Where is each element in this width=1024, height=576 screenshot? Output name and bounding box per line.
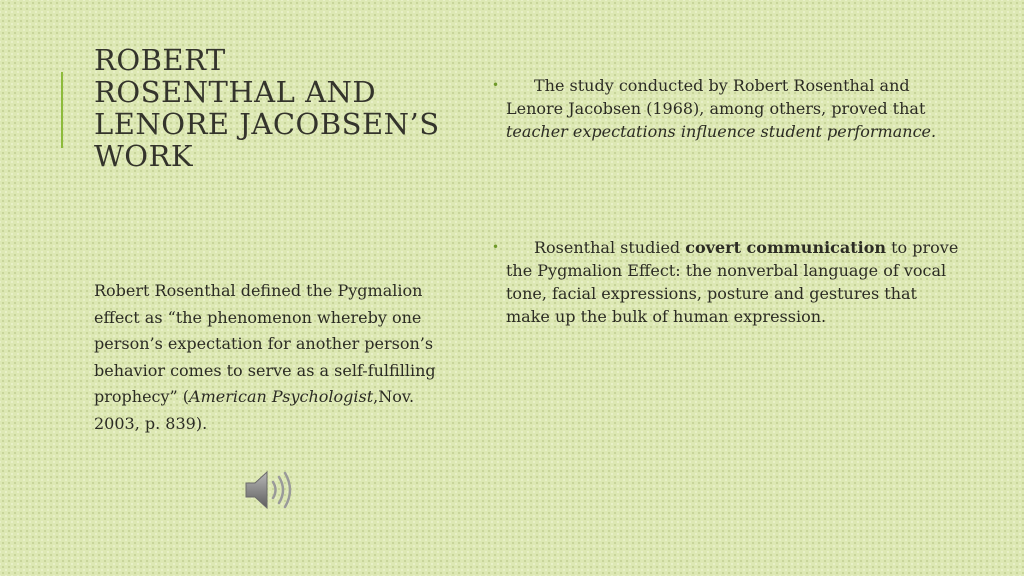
definition-paragraph — [94, 278, 446, 437]
speaker-icon-graphic — [242, 468, 296, 512]
bullet-study-emphasis: teacher expectations influence student performance. — [506, 122, 937, 141]
slide-title — [94, 44, 474, 172]
title-line-2: ROSENTHAL AND — [94, 75, 377, 109]
definition-text-2: ,Nov. 2003, p. 839). — [94, 387, 415, 433]
definition-text-1: Robert Rosenthal defined the Pygmalion effect as “the phenomenon whereby one person’s expectation for another person’s behavior comes to serve as a self-fulfilling prophecy” ( — [94, 281, 436, 406]
bullet-marker: • — [492, 78, 500, 92]
bullet-item-covert-communication — [492, 236, 962, 328]
bullet-covert-pre: Rosenthal studied — [534, 238, 686, 257]
bullet-covert-bold: covert communication — [685, 238, 887, 257]
title-line-4: WORK — [94, 139, 194, 173]
bullet-item-study — [492, 74, 962, 143]
speaker-icon[interactable] — [242, 468, 296, 512]
definition-citation-journal: American Psychologist — [189, 387, 374, 406]
bullet-marker: • — [492, 240, 500, 254]
title-line-3: LENORE JACOBSEN’S — [94, 107, 440, 141]
title-accent-bar — [61, 72, 63, 148]
bullet-text — [506, 236, 962, 328]
title-line-1: ROBERT — [94, 43, 226, 77]
bullet-study-text: The study conducted by Robert Rosenthal and Lenore Jacobsen (1968), among others, proved that — [506, 76, 926, 118]
bullet-text — [506, 74, 962, 143]
bullet-covert-post: to prove the Pygmalion Effect: the nonverbal language of vocal tone, facial expressions, posture and gestures that make up the bulk of human expression. — [506, 238, 959, 326]
